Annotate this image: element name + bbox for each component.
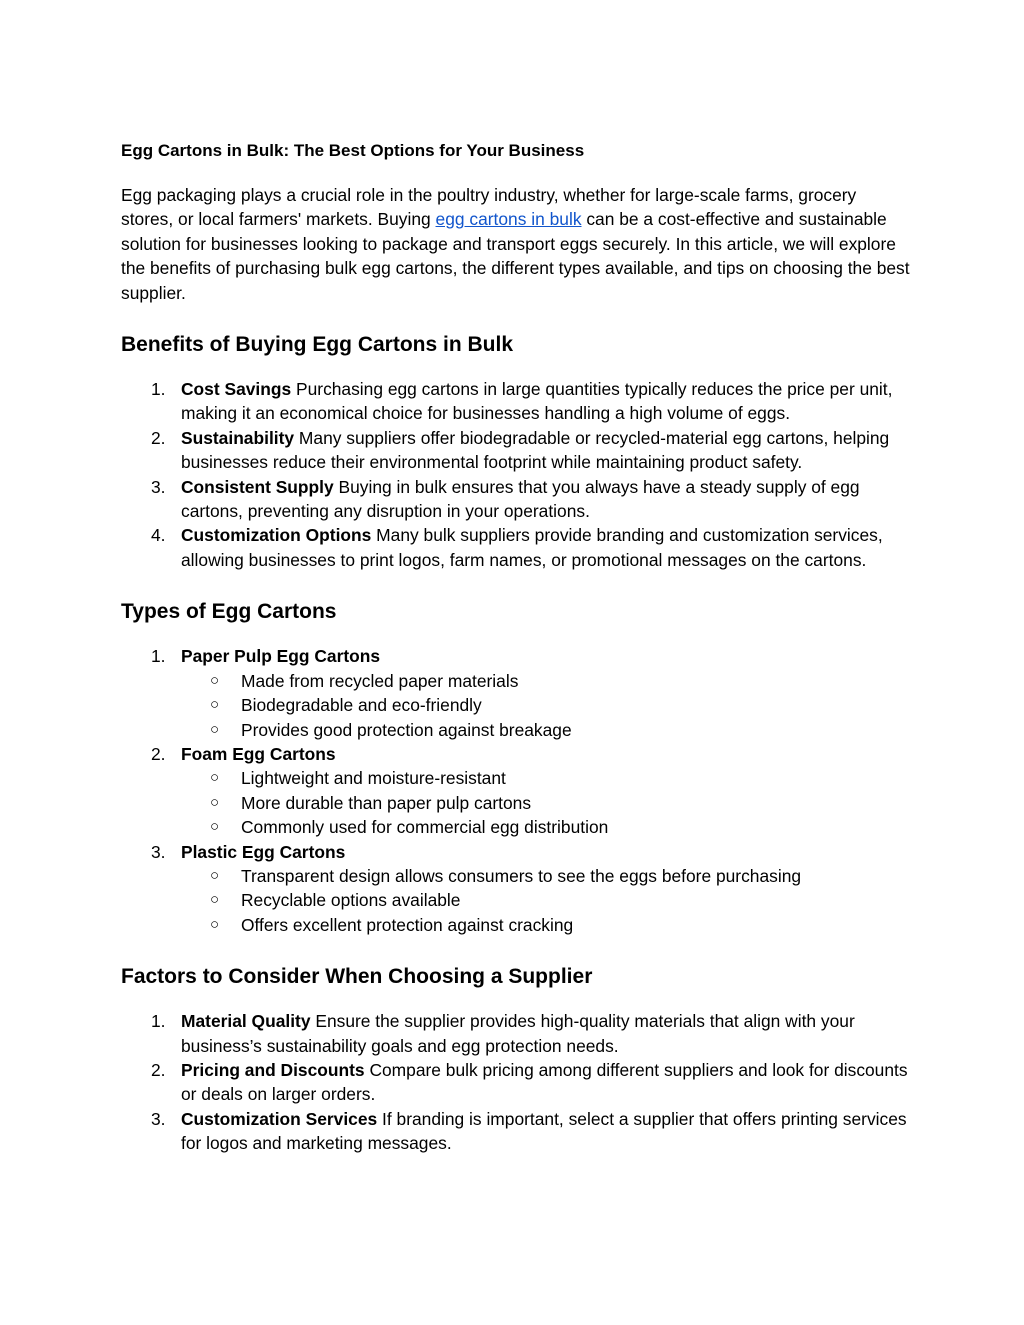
egg-cartons-link[interactable]: egg cartons in bulk [435,209,582,230]
item-text: If branding is important, select a supplier that offers printing services for logos and marketing messages. [181,1108,907,1154]
type-item [121,644,911,742]
type-item [121,840,911,938]
factors-heading: Factors to Consider When Choosing a Supplier [121,965,593,989]
point-text: Recyclable options available [241,890,461,911]
type-point [181,693,911,717]
types-heading: Types of Egg Cartons [121,600,337,624]
benefits-list [121,377,911,572]
item-text: Buying in bulk ensures that you always have a steady supply of egg cartons, preventing any disruption in your operations. [181,476,860,522]
benefit-item [121,377,911,426]
item-title: Customization Options [181,525,372,546]
hollow-circle-bullet-icon: ○ [210,915,220,933]
factors-section [121,963,911,1155]
point-text: Lightweight and moisture-resistant [241,768,506,789]
item-title: Pricing and Discounts [181,1059,365,1080]
benefits-section [121,331,911,572]
factor-item [121,1058,911,1107]
item-text: Ensure the supplier provides high-quality materials that align with your business’s sustainability goals and egg protection needs. [181,1011,855,1056]
item-number: 2. [151,743,166,764]
item-number: 1. [151,646,166,667]
type-point [181,718,911,742]
hollow-circle-bullet-icon: ○ [210,696,220,714]
intro-paragraph [121,183,911,305]
type-point [181,791,911,815]
item-text: Purchasing egg cartons in large quantities typically reduces the price per unit, making it an economical choice for businesses handling a high volume of eggs. [181,379,893,424]
type-point [181,864,911,888]
type-item [121,742,911,840]
benefit-item [121,523,911,572]
hollow-circle-bullet-icon: ○ [210,866,220,884]
document-content [121,139,911,1156]
item-title: Consistent Supply [181,476,334,497]
item-title: Paper Pulp Egg Cartons [181,646,381,667]
hollow-circle-bullet-icon: ○ [210,793,220,811]
types-list [121,644,911,937]
item-number: 1. [151,379,166,400]
item-text: Compare bulk pricing among different suppliers and look for discounts or deals on larger orders. [181,1059,908,1105]
item-number: 4. [151,525,166,546]
type-point [181,766,911,790]
item-text: Many bulk suppliers provide branding and customization services, allowing businesses to print logos, farm names, or promotional messages on the cartons. [181,525,883,570]
item-title: Sustainability [181,427,295,448]
item-number: 2. [151,427,166,448]
point-text: Provides good protection against breakage [241,719,572,740]
item-title: Material Quality [181,1011,311,1032]
point-text: Biodegradable and eco-friendly [241,695,482,716]
point-text: Offers excellent protection against cracking [241,914,574,935]
item-number: 3. [151,476,166,497]
point-text: Made from recycled paper materials [241,670,519,691]
type-point [181,669,911,693]
type-points [181,669,911,742]
intro-text-after: can be a cost-effective and sustainable solution for businesses looking to package and transport eggs securely. In this article, we will explore the benefits of purchasing bulk egg cartons, the different types available, and tips on choosing the best supplier. [121,209,910,303]
item-number: 2. [151,1059,166,1080]
item-number: 3. [151,1108,166,1129]
hollow-circle-bullet-icon: ○ [210,671,220,689]
hollow-circle-bullet-icon: ○ [210,891,220,909]
item-title: Cost Savings [181,379,292,400]
type-point [181,815,911,839]
point-text: More durable than paper pulp cartons [241,792,532,813]
hollow-circle-bullet-icon: ○ [210,720,220,738]
factor-item [121,1107,911,1156]
point-text: Transparent design allows consumers to see the eggs before purchasing [241,865,802,886]
item-title: Foam Egg Cartons [181,743,336,764]
item-number: 3. [151,841,166,862]
type-point [181,913,911,937]
type-points [181,766,911,839]
hollow-circle-bullet-icon: ○ [210,818,220,836]
benefit-item [121,475,911,524]
factor-item [121,1009,911,1058]
document-title: Egg Cartons in Bulk: The Best Options for Your Business [121,141,585,160]
benefits-heading: Benefits of Buying Egg Cartons in Bulk [121,333,514,357]
item-number: 1. [151,1011,166,1032]
hollow-circle-bullet-icon: ○ [210,769,220,787]
factors-list [121,1009,911,1155]
benefit-item [121,426,911,475]
type-points [181,864,911,937]
item-title: Customization Services [181,1108,378,1129]
item-text: Many suppliers offer biodegradable or recycled-material egg cartons, helping businesses reduce their environmental footprint while maintaining product safety. [181,427,890,473]
intro-text-before: Egg packaging plays a crucial role in the poultry industry, whether for large-scale farms, grocery stores, or local farmers' markets. Buying [121,185,857,230]
point-text: Commonly used for commercial egg distribution [241,817,609,838]
type-point [181,888,911,912]
item-title: Plastic Egg Cartons [181,841,346,862]
types-section [121,598,911,937]
